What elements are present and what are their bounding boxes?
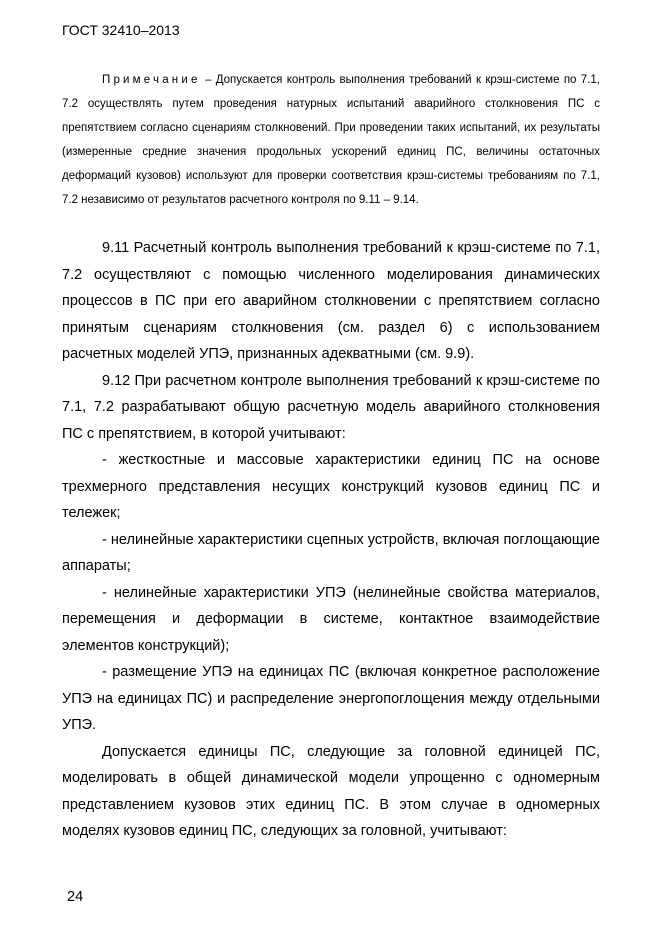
paragraph-simplified-model: Допускается единицы ПС, следующие за головной единицей ПС, моделировать в общей динамической модели упрощенно с одномерным представлением кузовов этих единиц ПС. В этом случае в одномерных моделях кузовов единиц ПС, следующих за головной, учитывают: — [62, 743, 600, 839]
note-text: – Допускается контроль выполнения требований к крэш-системе по 7.1, 7.2 осуществлять путем проведения натурных испытаний аварийного столкновения ПС с препятствием согласно сценариям столкновений. При проведении таких испытаний, их результаты (измеренные средние значения продольных ускорений единиц ПС, величины остаточных деформаций кузовов) используют для проверки соответствия крэш-системы требованиям по 7.1, 7.2 независимо от результатов расчетного контроля по 9.11 – 9.14. — [62, 74, 600, 206]
page-header: ГОСТ 32410–2013 — [62, 22, 180, 38]
paragraph-9-11: 9.11 Расчетный контроль выполнения требований к крэш-системе по 7.1, 7.2 осуществляют с помощью численного моделирования динамических процессов в ПС при его аварийном столкновении с препятствием согласно принятым сценариям столкновения (см. раздел 6) с использованием расчетных моделей УПЭ, признанных адекватными (см. 9.9). — [62, 240, 600, 362]
note-paragraph — [62, 68, 600, 212]
note-label: Примечание — [102, 74, 201, 86]
page-number: 24 — [67, 889, 84, 905]
paragraph-9-12: 9.12 При расчетном контроле выполнения требований к крэш-системе по 7.1, 7.2 разрабатывают общую расчетную модель аварийного столкновения ПС с препятствием, в которой учитывают: — [62, 372, 600, 442]
list-item-upe-characteristics: - нелинейные характеристики УПЭ (нелинейные свойства материалов, перемещения и деформации в системе, контактное взаимодействие элементов конструкций); — [62, 584, 600, 654]
list-item-stiffness: - жесткостные и массовые характеристики единиц ПС на основе трехмерного представления несущих конструкций кузовов единиц ПС и тележек; — [62, 452, 600, 521]
body-text — [62, 235, 600, 845]
list-item-couplers: - нелинейные характеристики сцепных устройств, включая поглощающие аппараты; — [62, 531, 600, 574]
list-item-upe-placement: - размещение УПЭ на единицах ПС (включая конкретное расположение УПЭ на единицах ПС) и распределение энергопоглощения между отдельными УПЭ. — [62, 664, 600, 733]
